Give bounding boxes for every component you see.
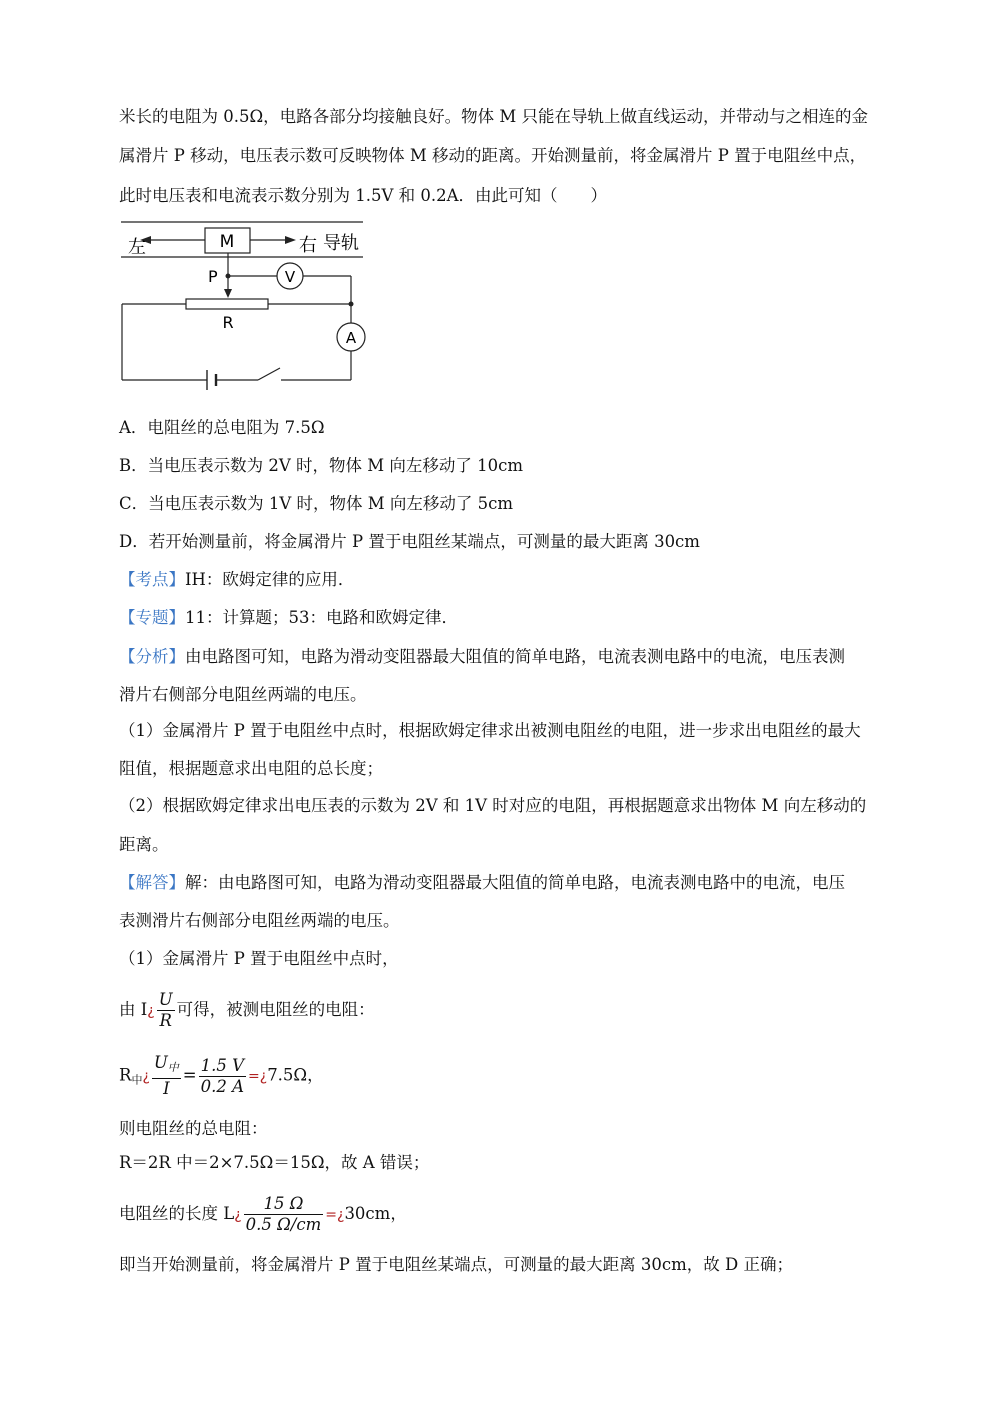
len-fraction — [244, 1194, 324, 1235]
voltmeter-label: V — [284, 268, 296, 286]
eq1-denominator: R — [159, 1011, 172, 1030]
eq2-sub: 中 — [131, 1073, 143, 1087]
eq2-u: U — [153, 1053, 168, 1072]
left-label: 左 — [128, 237, 146, 258]
len-result: 30cm， — [344, 1204, 407, 1223]
jieda-text-1: 解：由电路图可知，电路为滑动变阻器最大阻值的简单电路，电流表测电路中的电流，电压 — [185, 873, 845, 892]
jieda-tag: 【解答】 — [119, 873, 185, 892]
eq1-suffix: 可得，被测电阻丝的电阻： — [176, 1000, 375, 1019]
eq2-u-sub: 中 — [167, 1061, 179, 1074]
equation-length — [119, 1192, 407, 1237]
eq1-fraction — [157, 990, 175, 1031]
len-glyph: ¿ — [234, 1207, 242, 1223]
len-denominator: 0.5 Ω/cm — [245, 1215, 322, 1234]
rail-label: 导轨 — [323, 233, 359, 254]
ammeter-label: A — [345, 329, 357, 347]
eq1-glyph: ¿ — [147, 1003, 155, 1019]
slider-arrow — [224, 289, 232, 298]
eq2-glyph: ¿ — [142, 1068, 150, 1085]
kaodian-tag: 【考点】 — [119, 570, 185, 589]
eq2-fraction-1 — [152, 1053, 181, 1099]
option-d: D．若开始测量前，将金属滑片 P 置于电阻丝某端点，可测量的最大距离 30cm — [119, 532, 700, 551]
object-m-label: M — [219, 232, 235, 252]
right-arrow-head — [285, 236, 296, 244]
eq2-glyph-2: =¿ — [248, 1068, 268, 1085]
len-glyph-2: =¿ — [325, 1207, 345, 1223]
fenxi-p2-line-2: 距离。 — [119, 835, 169, 854]
intro-line-1: 米长的电阻为 0.5Ω，电路各部分均接触良好。物体 M 只能在导轨上做直线运动，并带动与之相连的金 — [119, 107, 869, 126]
zhuanti-tag: 【专题】 — [119, 608, 185, 627]
switch-blade — [258, 368, 280, 380]
intro-line-2: 属滑片 P 移动，电压表示数可反映物体 M 移动的距离。开始测量前，将金属滑片 P 置于电阻丝中点， — [119, 146, 867, 165]
eq2-r: R — [119, 1065, 132, 1085]
equation-r-mid — [119, 1053, 324, 1103]
eq2-denominator-1: I — [163, 1079, 170, 1098]
eq2-equals: = — [182, 1065, 197, 1085]
total-resistance-intro: 则电阻丝的总电阻： — [119, 1119, 268, 1138]
equation-ohm — [119, 988, 375, 1033]
fenxi-p2-line-1: （2）根据欧姆定律求出电压表的示数为 2V 和 1V 时对应的电阻，再根据题意求出物体 M 向左移动的 — [119, 796, 867, 815]
kaodian-line — [119, 570, 354, 590]
kaodian-text: IH：欧姆定律的应用． — [185, 570, 355, 589]
total-resistance-equation: R＝2R 中＝2×7.5Ω＝15Ω，故 A 错误； — [119, 1153, 430, 1172]
slider-label: P — [208, 267, 218, 286]
eq2-numerator-1 — [152, 1053, 181, 1079]
right-label: 右 — [299, 235, 317, 256]
fenxi-p1-line-2: 阻值，根据题意求出电阻的总长度； — [119, 759, 383, 778]
jieda-step-1: （1）金属滑片 P 置于电阻丝中点时， — [119, 949, 399, 968]
fenxi-line-2: 滑片右侧部分电阻丝两端的电压。 — [119, 685, 367, 704]
eq2-numerator-2: 1.5 V — [200, 1055, 245, 1075]
option-b: B．当电压表示数为 2V 时，物体 M 向左移动了 10cm — [119, 456, 524, 475]
intro-line-3: 此时电压表和电流表示数分别为 1.5V 和 0.2A．由此可知（ ） — [119, 186, 608, 205]
option-c: C．当电压表示数为 1V 时，物体 M 向左移动了 5cm — [119, 494, 514, 513]
circuit-diagram — [118, 220, 368, 390]
len-prefix: 电阻丝的长度 L — [119, 1204, 235, 1223]
fenxi-p1-line-1: （1）金属滑片 P 置于电阻丝中点时，根据欧姆定律求出被测电阻丝的电阻，进一步求出电阻丝的最大 — [119, 721, 861, 740]
option-a: A．电阻丝的总电阻为 7.5Ω — [119, 418, 325, 437]
resistor-body — [186, 299, 268, 309]
eq2-denominator-2: 0.2 A — [200, 1076, 245, 1096]
len-numerator: 15 Ω — [244, 1194, 324, 1215]
fenxi-tag: 【分析】 — [119, 647, 185, 666]
zhuanti-line — [119, 608, 458, 628]
fenxi-line-1 — [119, 647, 845, 667]
eq1-prefix: 由 I — [119, 1000, 148, 1019]
fenxi-text-1: 由电路图可知，电路为滑动变阻器最大阻值的简单电路，电流表测电路中的电流，电压表测 — [185, 647, 845, 666]
zhuanti-text: 11：计算题；53：电路和欧姆定律． — [185, 608, 458, 627]
eq2-fraction-2 — [199, 1056, 246, 1097]
eq1-numerator: U — [158, 990, 173, 1009]
jieda-line-2: 表测滑片右侧部分电阻丝两端的电压。 — [119, 911, 400, 930]
jieda-line-1 — [119, 873, 845, 893]
eq2-result: 7.5Ω， — [267, 1065, 324, 1085]
conclusion-line: 即当开始测量前，将金属滑片 P 置于电阻丝某端点，可测量的最大距离 30cm，故 D 正确； — [119, 1255, 793, 1274]
resistor-label: R — [222, 313, 234, 332]
